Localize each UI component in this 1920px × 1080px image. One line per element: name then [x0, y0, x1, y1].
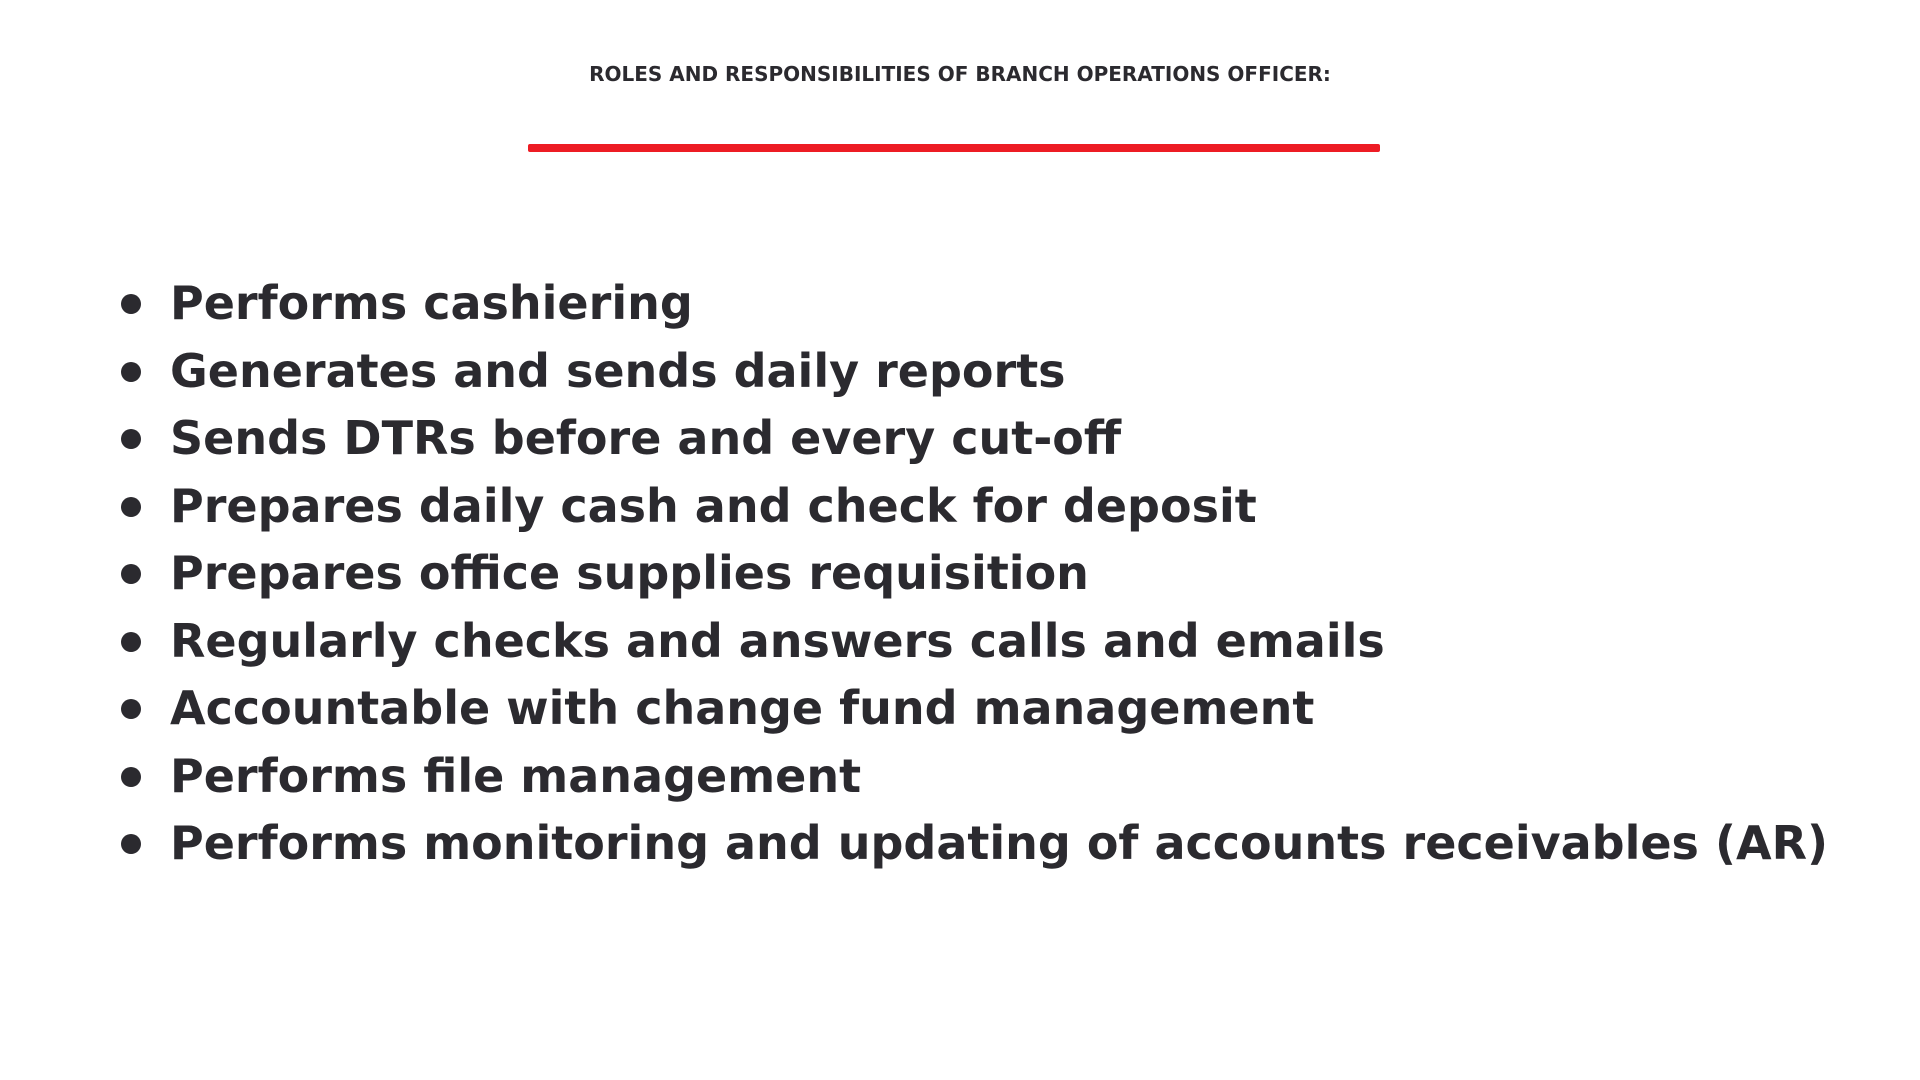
list-item: [115, 608, 1828, 676]
responsibilities-list: [115, 270, 1828, 878]
list-item: [115, 743, 1828, 811]
list-item: [115, 675, 1828, 743]
list-item-text: Sends DTRs before and every cut-off: [170, 411, 1122, 465]
bullet-icon: [121, 497, 141, 517]
list-item: [115, 540, 1828, 608]
list-item: [115, 270, 1828, 338]
list-item: [115, 338, 1828, 406]
bullet-icon: [121, 429, 141, 449]
page-title: ROLES AND RESPONSIBILITIES OF BRANCH OPERATIONS OFFICER:: [589, 62, 1331, 86]
bullet-icon: [121, 632, 141, 652]
title-underline: [528, 144, 1380, 152]
bullet-icon: [121, 699, 141, 719]
list-item-text: Prepares office supplies requisition: [170, 546, 1089, 600]
list-item-text: Performs file management: [170, 748, 862, 803]
bullet-icon: [121, 767, 141, 787]
list-item-text: Performs monitoring and updating of accounts receivables (AR): [170, 816, 1829, 870]
list-item-text: Generates and sends daily reports: [170, 343, 1066, 398]
list-item-text: Regularly checks and answers calls and emails: [170, 613, 1385, 668]
list-item: [115, 810, 1828, 878]
bullet-icon: [121, 294, 141, 314]
bullet-icon: [121, 564, 141, 584]
list-item-text: Prepares daily cash and check for deposit: [170, 478, 1257, 533]
list-item-text: Accountable with change fund management: [170, 681, 1315, 735]
list-item: [115, 405, 1828, 473]
bullet-icon: [121, 834, 141, 854]
bullet-icon: [121, 362, 141, 382]
list-item: [115, 473, 1828, 541]
list-item-text: Performs cashiering: [170, 276, 693, 330]
